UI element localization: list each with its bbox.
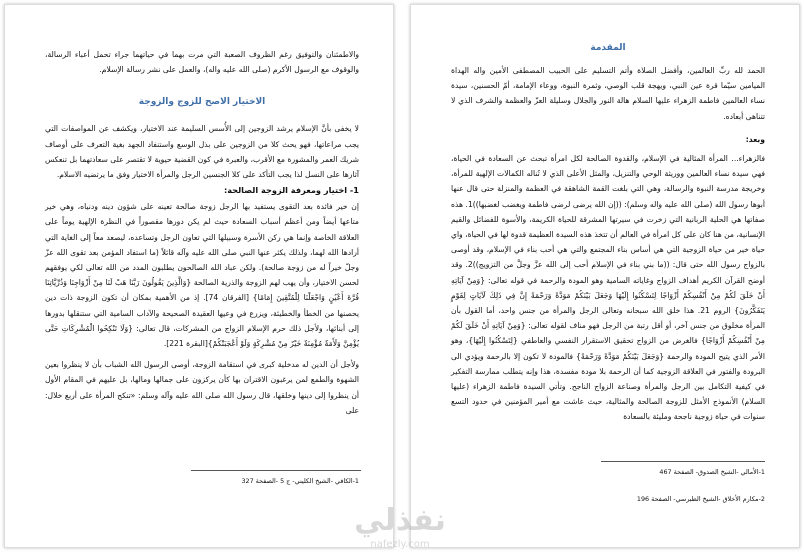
right-footnote-2: 2-مكارم الأخلاق -الشيخ الطبرسي- الصفحة 196 [636, 495, 765, 503]
left-heading: الاختيار الاصح للزوج والزوجة [138, 97, 266, 108]
nafezly-watermark-logo [340, 494, 460, 554]
right-page-body [451, 43, 765, 425]
right-wabad: وبعد: [745, 134, 765, 144]
left-subheading: 1- اختيار ومعرفة الزوجة الصالحة: [223, 185, 359, 196]
left-footnote-divider [191, 470, 361, 471]
watermark-arabic: نفذلي [354, 503, 446, 538]
left-intro-paragraph: والاطمئنان والتوفيق رغم الظروف الصعبة التي مرت بهما في حياتهما جراء تحمل أعباء الرسالة، والوقوف مع الرسول الأكرم (صلى الله عليه واله)، والعمل على نشر رسالة الإسلام. [45, 50, 359, 75]
left-paragraph-1: لا يخفى بأنَّ الإسلام يرشد الزوجين إلى الأُسس السليمة عند الاختيار، ويكشف عن المواصفات التي يجب مراعاتها، فهو يحث كلا من الزوجين على بذل الوسع واستنفاد الجهد بغية التعرف على أوصاف شريك العمر والمشورة مع الأقرب، والعبرة في كون القضية حيوية لا تقتصر على سعادتهما بل تنعكس آثارها على النسل لذا يجب التأكد على كلا الجنسين الرجل والمرأة الاختيار وفق ما يرتضيه الاسلام. [45, 124, 359, 180]
right-footnote-1: 1-الأمالي -الشيخ الصدوق- الصفحة 467 [659, 468, 765, 476]
right-footnote-divider [601, 461, 765, 462]
left-footnote: 1-الكافي -الشيخ الكليني- ج 5 -الصفحة 327 [241, 477, 359, 485]
left-paragraph-3: ولأجل أن الدين له مدخلية كبرى في استقامة الزوجة، أوصى الرسول الله الشباب بأن لا ينظروا بعين الشهوة والطمع لمن يرغبون الاقتران بها كأن يركزون على جمالها ومالها، بل عليهم في المقام الأول أن ينظروا إلى دينها وخلقها، قال رسول الله صلى الله عليه وآله وسلم: «تنكح المرأة على أربع خلال: على [45, 360, 359, 415]
left-page-body [45, 47, 359, 418]
left-paragraph-2: إن خير فائدة بعد التقوى يستفيد بها الرجل زوجة صالحة تعينه على شؤون دينه ودنياه، وهي خير متاعها أيضاً ومن أعظم أسباب السعادة حيث لم يكن دورها مقصوراً في النظرة الإلهية يوماً على العلاقة الخاصة وإنما هي ركن الأسرة وسبيلها التي تعاون الرجل وتساعده، ليصعد معاً إلى الغاية التي أرادها الله لهما، ولذلك يكثر عنها النبي صلى الله عليه وآله قائلاً (ما استفاد المؤمن بعد تقوى الله عزّ وجلّ خيراً له من زوجة صالحة). ولكن عباد الله الصالحون يطلبون المدد من الله تعالى لكي يوفقهم لحسن الاختيار، وأن يهب لهم الزوجة والذرية الصالحة {وَالَّذِينَ يَقُولُونَ رَبَّنَا هَبْ لَنَا مِنْ أَزْوَاجِنَا وَذُرِّيَّاتِنَا قُرَّةَ أَعْيُنٍ وَاجْعَلْنَا لِلْمُتَّقِينَ إِمَامًا} [الفرقان 74]. إذ من الأهمية بمكان أن تكون الزوجة ذات دين يحصنها من الخطأ والخطيئة، ويزرع في وعيها العقيدة الصحيحة والآداب السامية التي ستنقلها بدورها إلى أبنائها، ولأجل ذلك حرم الإسلام الزواج من المشركات، قال تعالى: {وَلَا تَنْكِحُوا الْمُشْرِكَاتِ حَتَّى يُؤْمِنَّ وَلَأَمَةٌ مُؤْمِنَةٌ خَيْرٌ مِنْ مُشْرِكَةٍ وَلَوْ أَعْجَبَتْكُمْ}[البقرة 221]. [45, 202, 359, 349]
left-page [4, 4, 394, 548]
right-page [410, 4, 800, 548]
nafezly-logo-icon [340, 494, 460, 554]
right-paragraph-1: الحمد لله ربِّ العالمين، وأفضل الصلاة وأتم التسليم على الحبيب المصطفى الأمين واله الهداة الميامين سيّما قرة عين النبي، ويهجة قلب الوصي، وثمرة النبوة، ووعاء الإمامة، أمّ الحسنين، سيدة نساء العالمين فاطمة الزهراء عليها السلام هالة النور والجلال وسليلة العزّ والعظمة والشرف الذي لا تتناهى أبعاده. [451, 66, 765, 121]
right-paragraph-2: فالزهراء... المرأة المثالية في الإسلام، والقدوة الصالحة لكل امرأة تبحث عن السعادة في الحياة، فهي سيدة نساء العالمين ووريثة الوحي والتنزيل، والمثل الأعلى الذي لا تُناله الكمالات الإلهية للمرأة، وخريجة مدرسة النبوة والرسالة، وهي التي بلغت القمة الشاهقة في العظمة والمنزلة حتى قال عنها أبوها رسول الله (صلى الله عليه واله وسلم): ((إن الله يرضى لرضى فاطمة ويغضب لغضبها))1. هذه صفاتها هي الحلية الربانية التي زخرت في سيرتها المشرقة للحياة الكريمة، والأسوة للفضائل والقيم الإنسانية، من هنا كان على كل امرأة في العالم أن تتخذ هذه السيدة العظيمة قدوة لها في الحياة، واي حياة خير من حياة الزوجية التي هي أساس بناء المجتمع والتي هي أحب بناء في الإسلام، وقد أوصى بالزواج رسول الله حتى قال: ((ما بني بناء في الإسلام أحب إلى الله عزَّ وجلَّ من التزويج))2. وقد أوضح القرآن الكريم أهداف الزواج وغاياته السامية وهو المودة والرحمة في قوله تعالى: {وَمِنْ آيَاتِهِ أَنْ خَلَقَ لَكُمْ مِنْ أَنْفُسِكُمْ أَزْوَاجًا لِتَسْكُنُوا إِلَيْهَا وَجَعَلَ بَيْنَكُمْ مَوَدَّةً وَرَحْمَةً إِنَّ فِي ذَلِكَ لَآيَاتٍ لِقَوْمٍ يَتَفَكَّرُونَ} الروم 21. هذا خلق الله سبحانه وتعالى الرجل والمرأة من جنس واحد، أما القول بأن المرأة مخلوق من جنس آخر، أو أقل رتبة من الرجل فهو مناف لقوله تعالى: {وَمِنْ آيَاتِهِ أَنْ خَلَقَ لَكُمْ مِنْ أَنْفُسِكُمْ أَزْوَاجًا} فالغرض من الزواج تحقيق الاستقرار النفسي والعاطفي {لِتَسْكُنُوا إِلَيْهَا}، وهو الأمر الذي يتيح المودة والرحمة {وَجَعَلَ بَيْنَكُمْ مَوَدَّةً وَرَحْمَةً} فالمودة لا تكون إلا بالرحمة ويؤدي الى البرودة والفتور في العلاقة الزوجية كما أن الرحمة بلا مودة مفسدة، هذا وإنه يتطلب ممارسة التفكير في كيفية التكامل بين الرجل والمرأة وصناعة الزواج الناجح. وتأتي السيدة فاطمة الزهراء (عليها السلام) الأنموذج الأمثل للزوجة الصالحة والمثالية، حيث عاشت مع أمير المؤمنين في حدود التسع سنوات في حياة زوجية ناجحة ومليئة بالسعادة [451, 154, 766, 422]
watermark-latin: nafezly.com [370, 539, 430, 550]
right-heading: المقدمة [590, 43, 626, 53]
